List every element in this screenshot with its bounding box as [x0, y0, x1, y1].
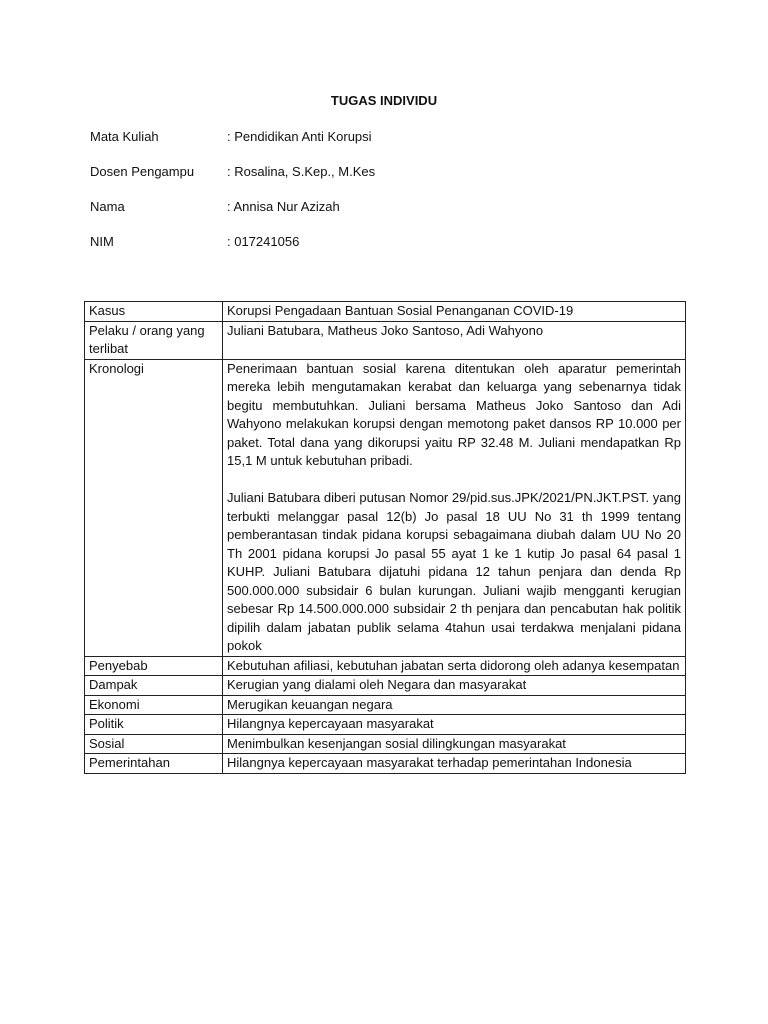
row-value: Kerugian yang dialami oleh Negara dan masyarakat — [223, 676, 686, 696]
info-value: : Annisa Nur Azizah — [227, 199, 340, 214]
row-value: Hilangnya kepercayaan masyarakat terhadap pemerintahan Indonesia — [223, 754, 686, 774]
row-value: Korupsi Pengadaan Bantuan Sosial Penanganan COVID-19 — [223, 302, 686, 322]
info-value: : Rosalina, S.Kep., M.Kes — [227, 164, 376, 179]
table-row-dampak — [85, 676, 686, 696]
info-label: Dosen Pengampu — [90, 164, 195, 179]
paragraph-gap — [227, 471, 681, 490]
row-value-kronologi — [223, 359, 686, 656]
row-label: Pemerintahan — [85, 754, 223, 774]
info-value: : 017241056 — [227, 234, 300, 249]
table-row-ekonomi — [85, 695, 686, 715]
kronologi-paragraph-1: Penerimaan bantuan sosial karena ditentukan oleh aparatur pemerintah mereka lebih mengutamakan kerabat dan keluarga yang sebenarnya tidak begitu membutuhkan. Juliani bersama Matheus Joko Santoso dan Adi Wahyono melakukan korupsi dengan memotong paket dansos RP 10.000 per paket. Total dana yang dikorupsi yaitu RP 32.48 M. Juliani mendapatkan Rp 15,1 M untuk kebutuhan pribadi. — [227, 360, 681, 468]
table-row-sosial — [85, 734, 686, 754]
page-title: TUGAS INDIVIDU — [330, 93, 438, 108]
row-value: Kebutuhan afiliasi, kebutuhan jabatan serta didorong oleh adanya kesempatan — [223, 656, 686, 676]
table-row-kasus — [85, 302, 686, 322]
row-label: Pelaku / orang yang terlibat — [85, 321, 223, 359]
row-label: Dampak — [85, 676, 223, 696]
row-label: Kasus — [85, 302, 223, 322]
info-value: : Pendidikan Anti Korupsi — [227, 129, 372, 144]
row-value: Menimbulkan kesenjangan sosial dilingkungan masyarakat — [223, 734, 686, 754]
kronologi-paragraph-2: Juliani Batubara diberi putusan Nomor 29/pid.sus.JPK/2021/PN.JKT.PST. yang terbukti melanggar pasal 12(b) Jo pasal 18 UU No 31 th 1999 tentang pemberantasan tindak pidana korupsi sebagaimana diubah dalam UU No 20 Th 2001 pidana korupsi Jo pasal 55 ayat 1 ke 1 kutip Jo pasal 64 pasal 1 KUHP. Juliani Batubara dijatuhi pidana 12 tahun penjara dan denda Rp 500.000.000 subsidair 6 bulan kurungan. Juliani wajib mengganti kerugian sebesar Rp 14.500.000.000 subsidair 2 th penjara dan pencabutan hak politik dipilih dalam jabatan publik selama 4tahun usai terdakwa menjalani pidana pokok — [227, 490, 681, 653]
row-label: Ekonomi — [85, 695, 223, 715]
table-row-pelaku — [85, 321, 686, 359]
row-value: Hilangnya kepercayaan masyarakat — [223, 715, 686, 735]
table-row-kronologi — [85, 359, 686, 656]
table-row-penyebab — [85, 656, 686, 676]
table-row-politik — [85, 715, 686, 735]
table-row-pemerintahan — [85, 754, 686, 774]
case-table — [84, 301, 686, 774]
row-value: Juliani Batubara, Matheus Joko Santoso, Adi Wahyono — [223, 321, 686, 359]
info-label: NIM — [90, 234, 114, 249]
row-label: Penyebab — [85, 656, 223, 676]
info-label: Mata Kuliah — [90, 129, 159, 144]
row-label: Politik — [85, 715, 223, 735]
row-label: Kronologi — [85, 359, 223, 656]
row-value: Merugikan keuangan negara — [223, 695, 686, 715]
row-label: Sosial — [85, 734, 223, 754]
info-label: Nama — [90, 199, 125, 214]
